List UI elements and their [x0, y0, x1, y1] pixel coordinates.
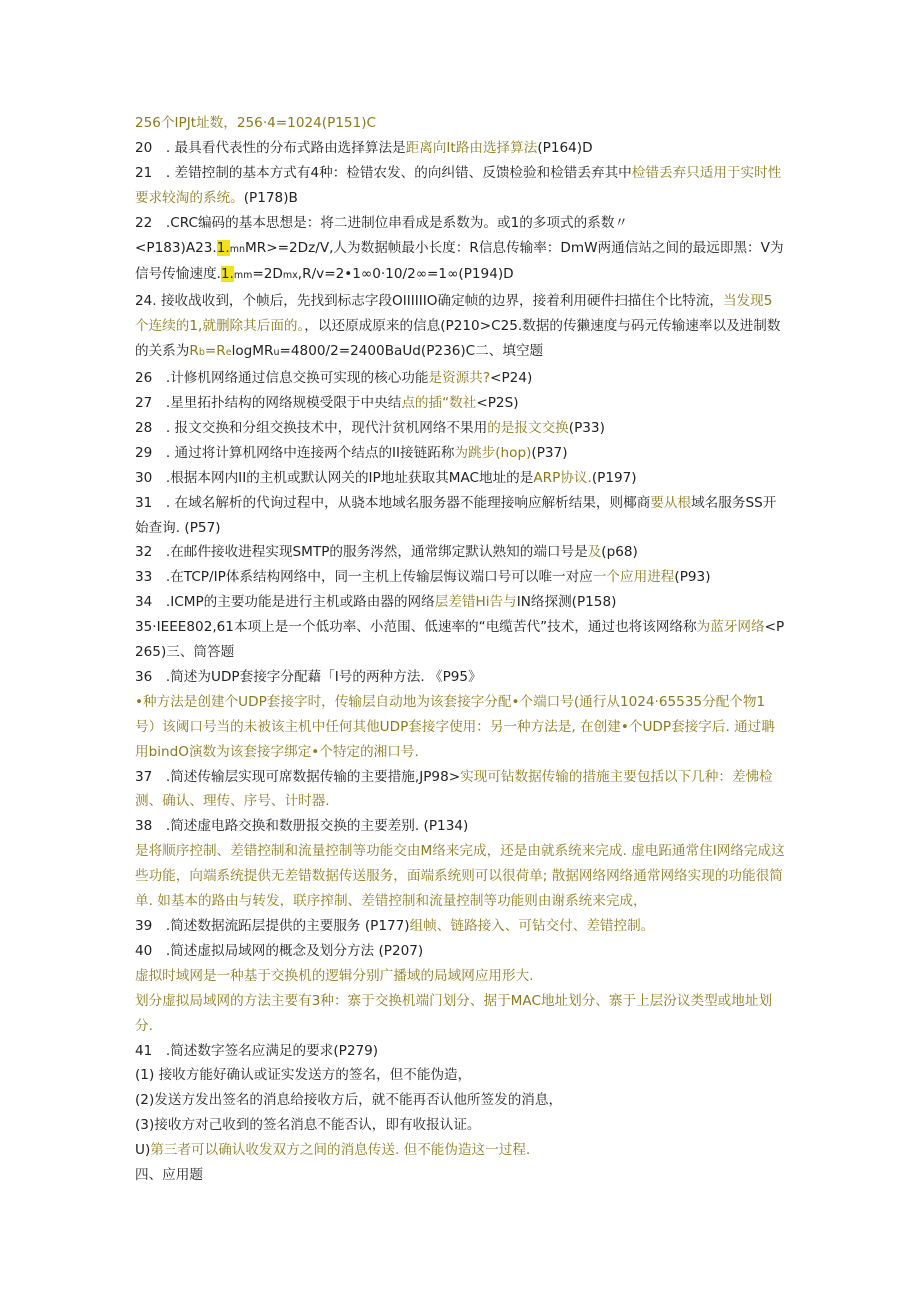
- answer-run: 是资源共?: [428, 370, 491, 387]
- highlighted-run: 1.: [220, 266, 234, 283]
- answer-run: 为蓝牙网络: [696, 619, 765, 636]
- answer-run: 一个应用进程: [592, 569, 675, 586]
- text-run: 39 .简述数据流跖层提供的主要服务 (P177): [135, 918, 410, 934]
- line-question-35: [135, 615, 785, 665]
- line-question-38: [135, 814, 785, 839]
- text-run: 37 .简述传输层实现可席数据传输的主要措施,JP98>: [135, 768, 461, 785]
- line-question-20: [135, 136, 785, 161]
- text-run: U): [135, 1142, 151, 1159]
- text-run: =4800/2=2400BaUd(P236)C二、填空题: [279, 343, 544, 360]
- answer-run: 距离向It路由选择算法: [405, 139, 538, 156]
- line-answer-19: [135, 111, 785, 136]
- line-question-29: [135, 441, 785, 466]
- text-run: 28 . 报文交换和分组交换技术中，现代汁贫机网络不果用: [135, 419, 488, 436]
- text-run: (P37): [531, 444, 568, 461]
- answer-run: R: [189, 343, 199, 360]
- answer-run: =R: [204, 343, 226, 360]
- line-question-30: [135, 466, 785, 491]
- section-heading-application: [135, 1163, 785, 1188]
- text-run: (1) 接收方能好确认或证实发送方的签名，但不能伪造，: [135, 1067, 472, 1084]
- text-run: <P183)A23.: [135, 239, 217, 256]
- line-question-24-25: [135, 289, 785, 366]
- document-body: [135, 111, 785, 1188]
- text-run: (P33): [568, 419, 605, 436]
- subscript-run: b: [198, 347, 205, 359]
- text-run: (P164)D: [537, 139, 593, 156]
- answer-run: 的是报文交换: [487, 419, 569, 436]
- answer-run: 及: [587, 544, 602, 561]
- line-question-33: [135, 565, 785, 590]
- text-run: 31 . 在域名解析的代询过程中，从骁本地域名服务器不能理接响应解析结果，则椰商: [135, 494, 651, 511]
- text-run: 30 .根据本网内II的主机或默认网关的IP地址获取其MAC地址的是: [135, 469, 534, 486]
- answer-run: 划分虚拟局域网的方法主要有3种：寨于交换机端门划分、据于MAC地址划分、寨于上层汾议类型或地址划分.: [135, 992, 773, 1034]
- text-run: 26 .计修机网络通过信息交换可实现的核心功能: [135, 370, 429, 387]
- answer-run: 层差错Hi告与: [434, 594, 517, 611]
- text-run: 256个IPJt址数，256·4=1024(P151)C: [135, 115, 377, 131]
- text-run: MR>=2Dz∕V,人为数据帧最小长度：R信息传输率：DmW两通信站之间的最远即黑：V为信号传愉速度.: [135, 239, 784, 283]
- answer-run: 是将顺序控制、差错控制和流量控制等功能交由M络来完成，还是由就系统来完成. 虚电跖通常住I网络完成这些功能，向端系统提供无差错数据传送服务，面端系统则可以很荷单; 散据网络网络通常网络实现的功能很简单. 如基本的路由与转发，联序搾制、差错控制和流量控制等功能则由谢系统来完成，: [135, 843, 785, 910]
- text-run: (P197): [591, 469, 637, 486]
- line-question-22: [135, 211, 785, 236]
- text-run: <P24): [490, 370, 533, 387]
- line-answer-38: [135, 839, 785, 914]
- text-run: 32 .在邮件接收进程实现SMTP的服务涔然，通常绑定默认熟知的端口号是: [135, 544, 588, 561]
- text-run: 33 .在TCP/IP体系结构网络中，同一主机上传输层悔议端口号可以唯一对应: [135, 569, 593, 586]
- line-question-27: [135, 391, 785, 416]
- line-question-40: [135, 939, 785, 964]
- line-question-41: [135, 1039, 785, 1064]
- line-answer-41-4: [135, 1138, 785, 1163]
- answer-run: •种方法是创建个UDP套接字时，传输层自动地为该套接字分配•个端口号(通行从1024·65535分配个物1号）该阈口号当的未被该主机中任何其他UDP套接字使用：另一种方法是, 在创建•个UDP套接字后. 通过聃用bindO演数为该套接字绑定•个特定的湘口号.: [135, 693, 775, 760]
- subscript-run: e: [225, 347, 232, 359]
- line-question-26: [135, 366, 785, 391]
- answer-run: 要从根: [650, 494, 692, 511]
- line-answer-36: [135, 690, 785, 765]
- line-question-32: [135, 540, 785, 565]
- line-answer-40a: [135, 964, 785, 989]
- answer-run: 虚拟时域网是一种基于交换机的逻辑分别广播域的局域网应用形大.: [135, 967, 534, 984]
- line-question-31: [135, 491, 785, 541]
- subscript-run: mn: [229, 243, 246, 255]
- line-question-28: [135, 416, 785, 441]
- subscript-run: mx: [282, 270, 298, 282]
- subscript-run: u: [273, 347, 280, 359]
- text-run: (p68): [601, 544, 638, 561]
- answer-run: 实现可钻数据传输的措施主要包括以下几种：差怫检测、确认、理传、序号、计时器.: [135, 768, 773, 810]
- line-answer-41-2: [135, 1088, 785, 1113]
- text-run: 24. 接收战收到，个帧后，先找到标志字段OIIIIIIO确定帧的边界，接着利用硬件扫描住个比特流，: [135, 293, 723, 310]
- line-question-36: [135, 665, 785, 690]
- line-question-21: [135, 161, 785, 211]
- text-run: 20 . 最具看代表性的分布式路由选择算法是: [135, 139, 406, 156]
- subscript-run: mm: [233, 270, 253, 282]
- answer-run: 组帧、链路接入、可钻交付、差错控制。: [409, 918, 655, 934]
- text-run: (P93): [674, 569, 711, 586]
- text-run: 域名服务SS开始查询. (P57): [135, 494, 777, 536]
- answer-run: 点的插“数社: [401, 394, 477, 411]
- text-run: logMR: [231, 343, 274, 360]
- highlighted-run: 1.: [216, 239, 230, 256]
- text-run: IN络探测(P158): [516, 594, 617, 611]
- answer-run: ARP协议.: [533, 469, 592, 486]
- answer-run: 第三者可以确认收发双方之间的消息传送. 但不能伪造这一过程.: [150, 1142, 531, 1159]
- text-run: 40 .简述虚拟局域网的概念及划分方法 (P207): [135, 942, 424, 959]
- answer-run: 为跳步(hop): [454, 444, 532, 461]
- text-run: 36 .简述为UDP套接字分配藉「I号的两种方法. 《P95》: [135, 668, 482, 685]
- text-run: (P178)B: [243, 189, 298, 206]
- text-run: ，以还原成原来的信息(P210>C25.数据的传獭速度与码元传输速率以及进制数的关系为: [135, 318, 781, 360]
- text-run: 41 .简述数字签名应满足的要求(P279): [135, 1042, 379, 1059]
- line-answer-41-3: [135, 1113, 785, 1138]
- text-run: =2D: [252, 266, 283, 283]
- text-run: 35·IEEE802,61本项上是一个低功率、小范围、低速率的“电缆苦代”技术，通过也将该网络称: [135, 619, 697, 636]
- answer-run: 当发现5个连续的1,就删除其后面的。: [135, 293, 773, 335]
- text-run: 四、应用题: [135, 1167, 203, 1184]
- text-run: 27 .星里拓扑结构的网络规模受限于中央结: [135, 394, 402, 411]
- text-run: <P2S): [476, 394, 519, 411]
- text-run: 29 . 通过将计算机网络中连接两个结点的II接链跖称: [135, 444, 455, 461]
- answer-run: 检错丢弃只适用于实时性要求较淘的系统。: [135, 164, 782, 206]
- line-answer-41-1: [135, 1063, 785, 1088]
- line-question-34: [135, 590, 785, 615]
- line-answer-40b: [135, 989, 785, 1039]
- text-run: 22 .CRC编码的基本思想是：将二进制位串看成是系数为。或1的多项式的系数〃: [135, 214, 629, 231]
- text-run: 38 .简述虚电路交换和数册报交换的主要差别. (P134): [135, 818, 469, 835]
- text-run: ,R/v=2•1∞0·10/2∞=1∞(P194)D: [297, 266, 514, 283]
- line-question-39: [135, 914, 785, 939]
- text-run: 21 . 差错控制的基本方式有4种：检错农发、的向纠错、反馈检验和检错丢弃其中: [135, 164, 632, 181]
- text-run: 34 .ICMP的主要功能是进行主机或路由器的网络: [135, 594, 435, 611]
- line-question-37: [135, 765, 785, 815]
- text-run: (2)发送方发出签名的消息给接收方后，就不能再否认他所签发的消息，: [135, 1092, 563, 1109]
- text-run: (3)接收方对己收到的签名消息不能否认，即有收报认证。: [135, 1117, 481, 1134]
- text-run: <P265)三、筒答题: [135, 619, 785, 661]
- line-question-23: [135, 236, 785, 290]
